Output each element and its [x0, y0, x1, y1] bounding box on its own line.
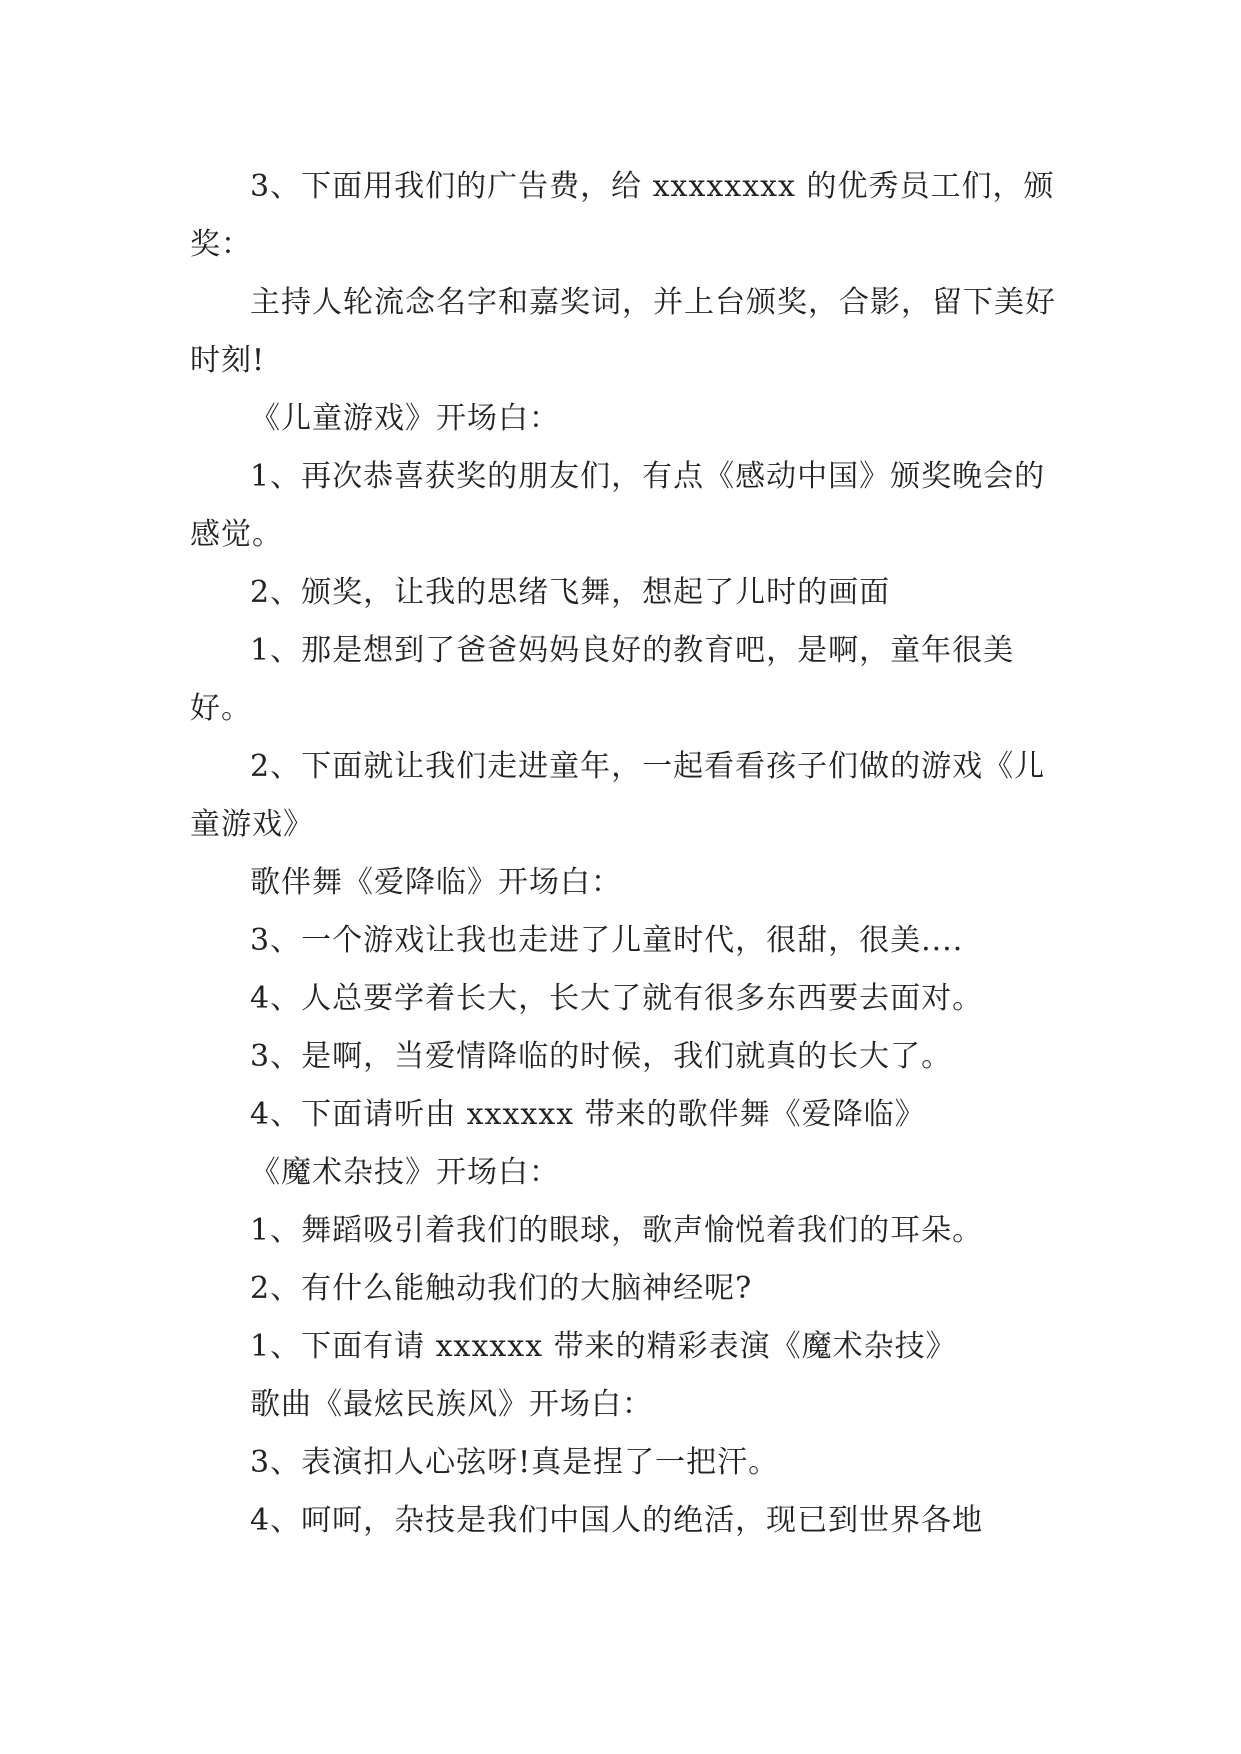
paragraph-line: 2、颁奖，让我的思绪飞舞，想起了儿时的画面: [250, 575, 891, 610]
section-heading-children-game: 《儿童游戏》开场白：: [250, 401, 560, 436]
paragraph-line: 1、舞蹈吸引着我们的眼球，歌声愉悦着我们的耳朵。: [250, 1213, 984, 1248]
paragraph-line: 4、人总要学着长大，长大了就有很多东西要去面对。: [250, 981, 984, 1016]
paragraph-line: 1、再次恭喜获奖的朋友们，有点《感动中国》颁奖晚会的感觉。: [190, 459, 1046, 552]
paragraph-line: 3、表演扣人心弦呀!真是捏了一把汗。: [250, 1445, 780, 1480]
paragraph-host-instructions: 主持人轮流念名字和嘉奖词，并上台颁奖，合影，留下美好时刻!: [190, 285, 1056, 378]
paragraph-line: 1、那是想到了爸爸妈妈良好的教育吧，是啊，童年很美好。: [190, 633, 1015, 726]
paragraph-line: 3、是啊，当爱情降临的时候，我们就真的长大了。: [250, 1039, 953, 1074]
paragraph-line: 3、一个游戏让我也走进了儿童时代，很甜，很美....: [250, 923, 964, 958]
paragraph-line: 2、有什么能触动我们的大脑神经呢?: [250, 1271, 753, 1306]
document-body: [190, 158, 1060, 1550]
section-heading-magic-acrobatics: 《魔术杂技》开场白：: [250, 1155, 560, 1190]
section-heading-song-dance: 歌伴舞《爱降临》开场白：: [250, 865, 622, 900]
paragraph-line: 2、下面就让我们走进童年，一起看看孩子们做的游戏《儿童游戏》: [190, 749, 1046, 842]
paragraph-award-intro: 3、下面用我们的广告费，给 xxxxxxxx 的优秀员工们，颁奖：: [190, 169, 1055, 262]
paragraph-line: 1、下面有请 xxxxxx 带来的精彩表演《魔术杂技》: [250, 1329, 957, 1364]
paragraph-line: 4、下面请听由 xxxxxx 带来的歌伴舞《爱降临》: [250, 1097, 926, 1132]
paragraph-line: 4、呵呵，杂技是我们中国人的绝活，现已到世界各地: [250, 1503, 984, 1538]
section-heading-ethnic-song: 歌曲《最炫民族风》开场白：: [250, 1387, 653, 1422]
